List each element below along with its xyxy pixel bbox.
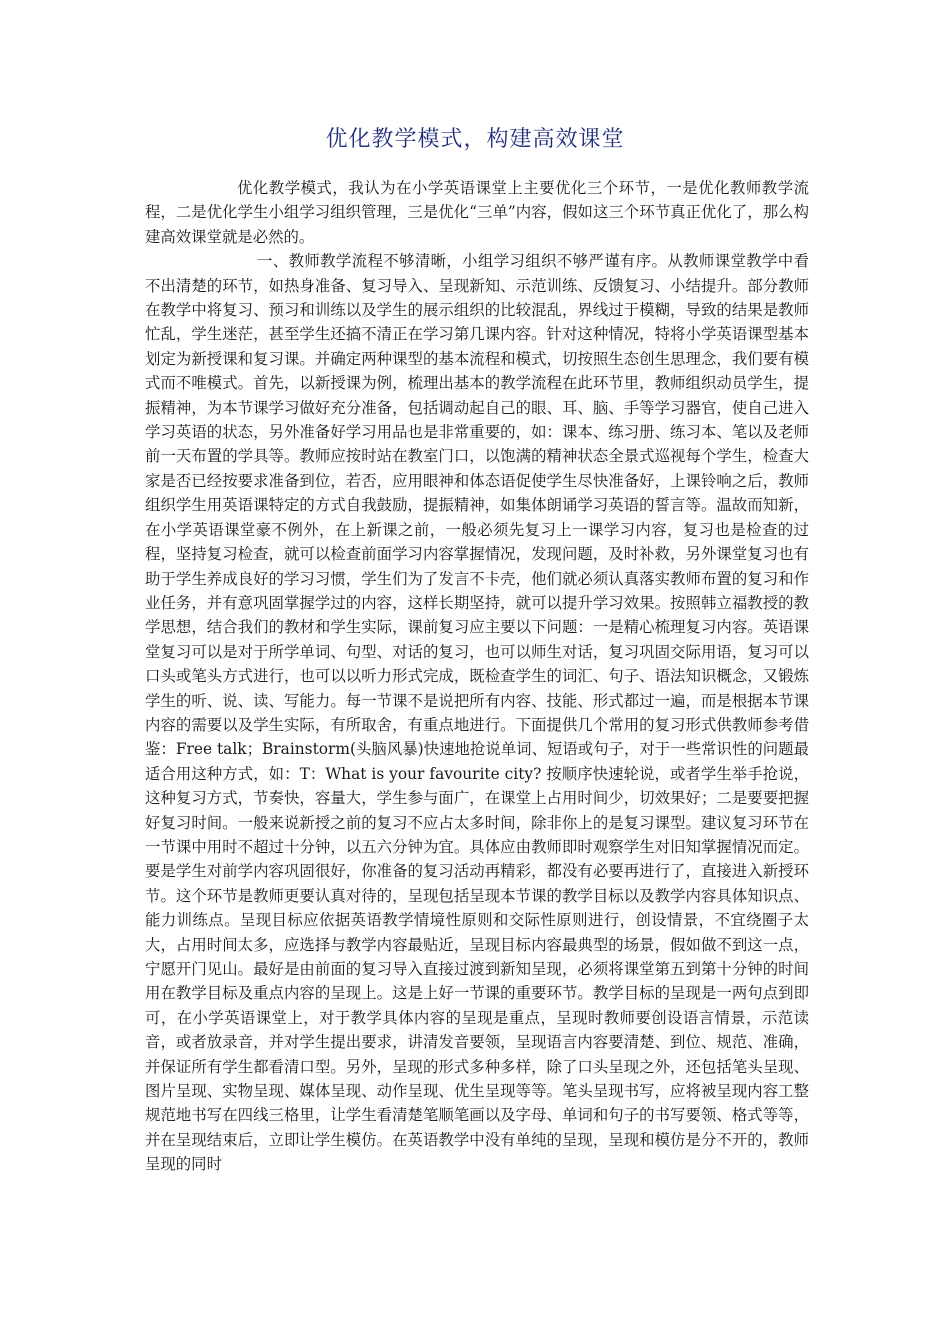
document-body: [145, 176, 809, 1177]
document-title: 优化教学模式，构建高效课堂: [325, 127, 625, 152]
paragraph-intro: 优化教学模式，我认为在小学英语课堂上主要优化三个环节，一是优化教师教学流程，二是优化学生小组学习组织管理，三是优化“三单”内容，假如这三个环节真正优化了，那么构建高效课堂就是必然的。: [145, 179, 809, 246]
paragraph-section-one: 一、教师教学流程不够清晰，小组学习组织不够严谨有序。从教师课堂教学中看不出清楚的环节，如热身准备、复习导入、呈现新知、示范训练、反馈复习、小结提升。部分教师在教学中将复习、预习和训练以及学生的展示组织的比较混乱，界线过于模糊，导致的结果是教师忙乱，学生迷茫，甚至学生还搞不清正在学习第几课内容。针对这种情况，特将小学英语课型基本划定为新授课和复习课。并确定两种课型的基本流程和模式，切按照生态创生思理念，我们要有模式而不唯模式。首先，以新授课为例，梳理出基本的教学流程在此环节里，教师组织动员学生，提振精神，为本节课学习做好充分准备，包括调动起自己的眼、耳、脑、手等学习器官，使自己进入学习英语的状态，另外准备好学习用品也是非常重要的，如：课本、练习册、练习本、笔以及老师前一天布置的学具等。教师应按时站在教室门口，以饱满的精神状态全景式巡视每个学生，检查大家是否已经按要求准备到位，若否，应用眼神和体态语促使学生尽快准备好，上课铃响之后，教师组织学生用英语课特定的方式自我鼓励，提振精神，如集体朗诵学习英语的誓言等。温故而知新，在小学英语课堂豪不例外，在上新课之前，一般必须先复习上一课学习内容，复习也是检查的过程，坚持复习检查，就可以检查前面学习内容掌握情况，发现问题，及时补救，另外课堂复习也有助于学生养成良好的学习习惯，学生们为了发言不卡壳，他们就必须认真落实教师布置的复习和作业任务，并有意巩固掌握学过的内容，这样长期坚持，就可以提升学习效果。按照韩立福教授的教学思想，结合我们的教材和学生实际，课前复习应主要以下问题：一是精心梳理复习内容。英语课堂复习可以是对于所学单词、句型、对话的复习，也可以师生对话，复习巩固交际用语，复习可以口头或笔头方式进行，也可以以听力形式完成，既检查学生的词汇、句子、语法知识概念，又锻炼学生的听、说、读、写能力。每一节课不是说把所有内容、技能、形式都过一遍，而是根据本节课内容的需要以及学生实际，有所取舍，有重点地进行。下面提供几个常用的复习形式供教师参考借鉴：Free talk；Brainstorm(头脑风暴)快速地抢说单词、短语或句子，对于一些常识性的问题最适合用这种方式，如：T：What is your favourite city? 按顺序快速轮说，或者学生举手抢说，这种复习方式，节奏快，容量大，学生参与面广，在课堂上占用时间少，切效果好；二是要要把握好复习时间。一般来说新授之前的复习不应占太多时间，除非你上的是复习课型。建议复习环节在一节课中用时不超过十分钟，以五六分钟为宜。具体应由教师即时观察学生对旧知掌握情况而定。要是学生对前学内容巩固很好，你准备的复习活动再精彩，都没有必要再进行了，直接进入新授环节。这个环节是教师更要认真对待的，呈现包括呈现本节课的教学目标以及教学内容具体知识点、能力训练点。呈现目标应依据英语教学情境性原则和交际性原则进行，创设情景，不宜绕圈子太大，占用时间太多，应选择与教学内容最贴近，呈现目标内容最典型的场景，假如做不到这一点，宁愿开门见山。最好是由前面的复习导入直接过渡到新知呈现，必须将课堂第五到第十分钟的时间用在教学目标及重点内容的呈现上。这是上好一节课的重要环节。教学目标的呈现是一两句点到即可，在小学英语课堂上，对于教学具体内容的呈现是重点，呈现时教师要创设语言情景，示范读音，或者放录音，并对学生提出要求，讲清发音要领，呈现语言内容要清楚、到位、规范、准确，并保证所有学生都看清口型。另外，呈现的形式多种多样，除了口头呈现之外，还包括笔头呈现、图片呈现、实物呈现、媒体呈现、动作呈现、优生呈现等等。笔头呈现书写，应将被呈现内容工整规范地书写在四线三格里，让学生看清楚笔顺笔画以及字母、单词和句子的书写要领、格式等等，并在呈现结束后，立即让学生模仿。在英语教学中没有单纯的呈现，呈现和模仿是分不开的，教师呈现的同时: [145, 252, 809, 1174]
